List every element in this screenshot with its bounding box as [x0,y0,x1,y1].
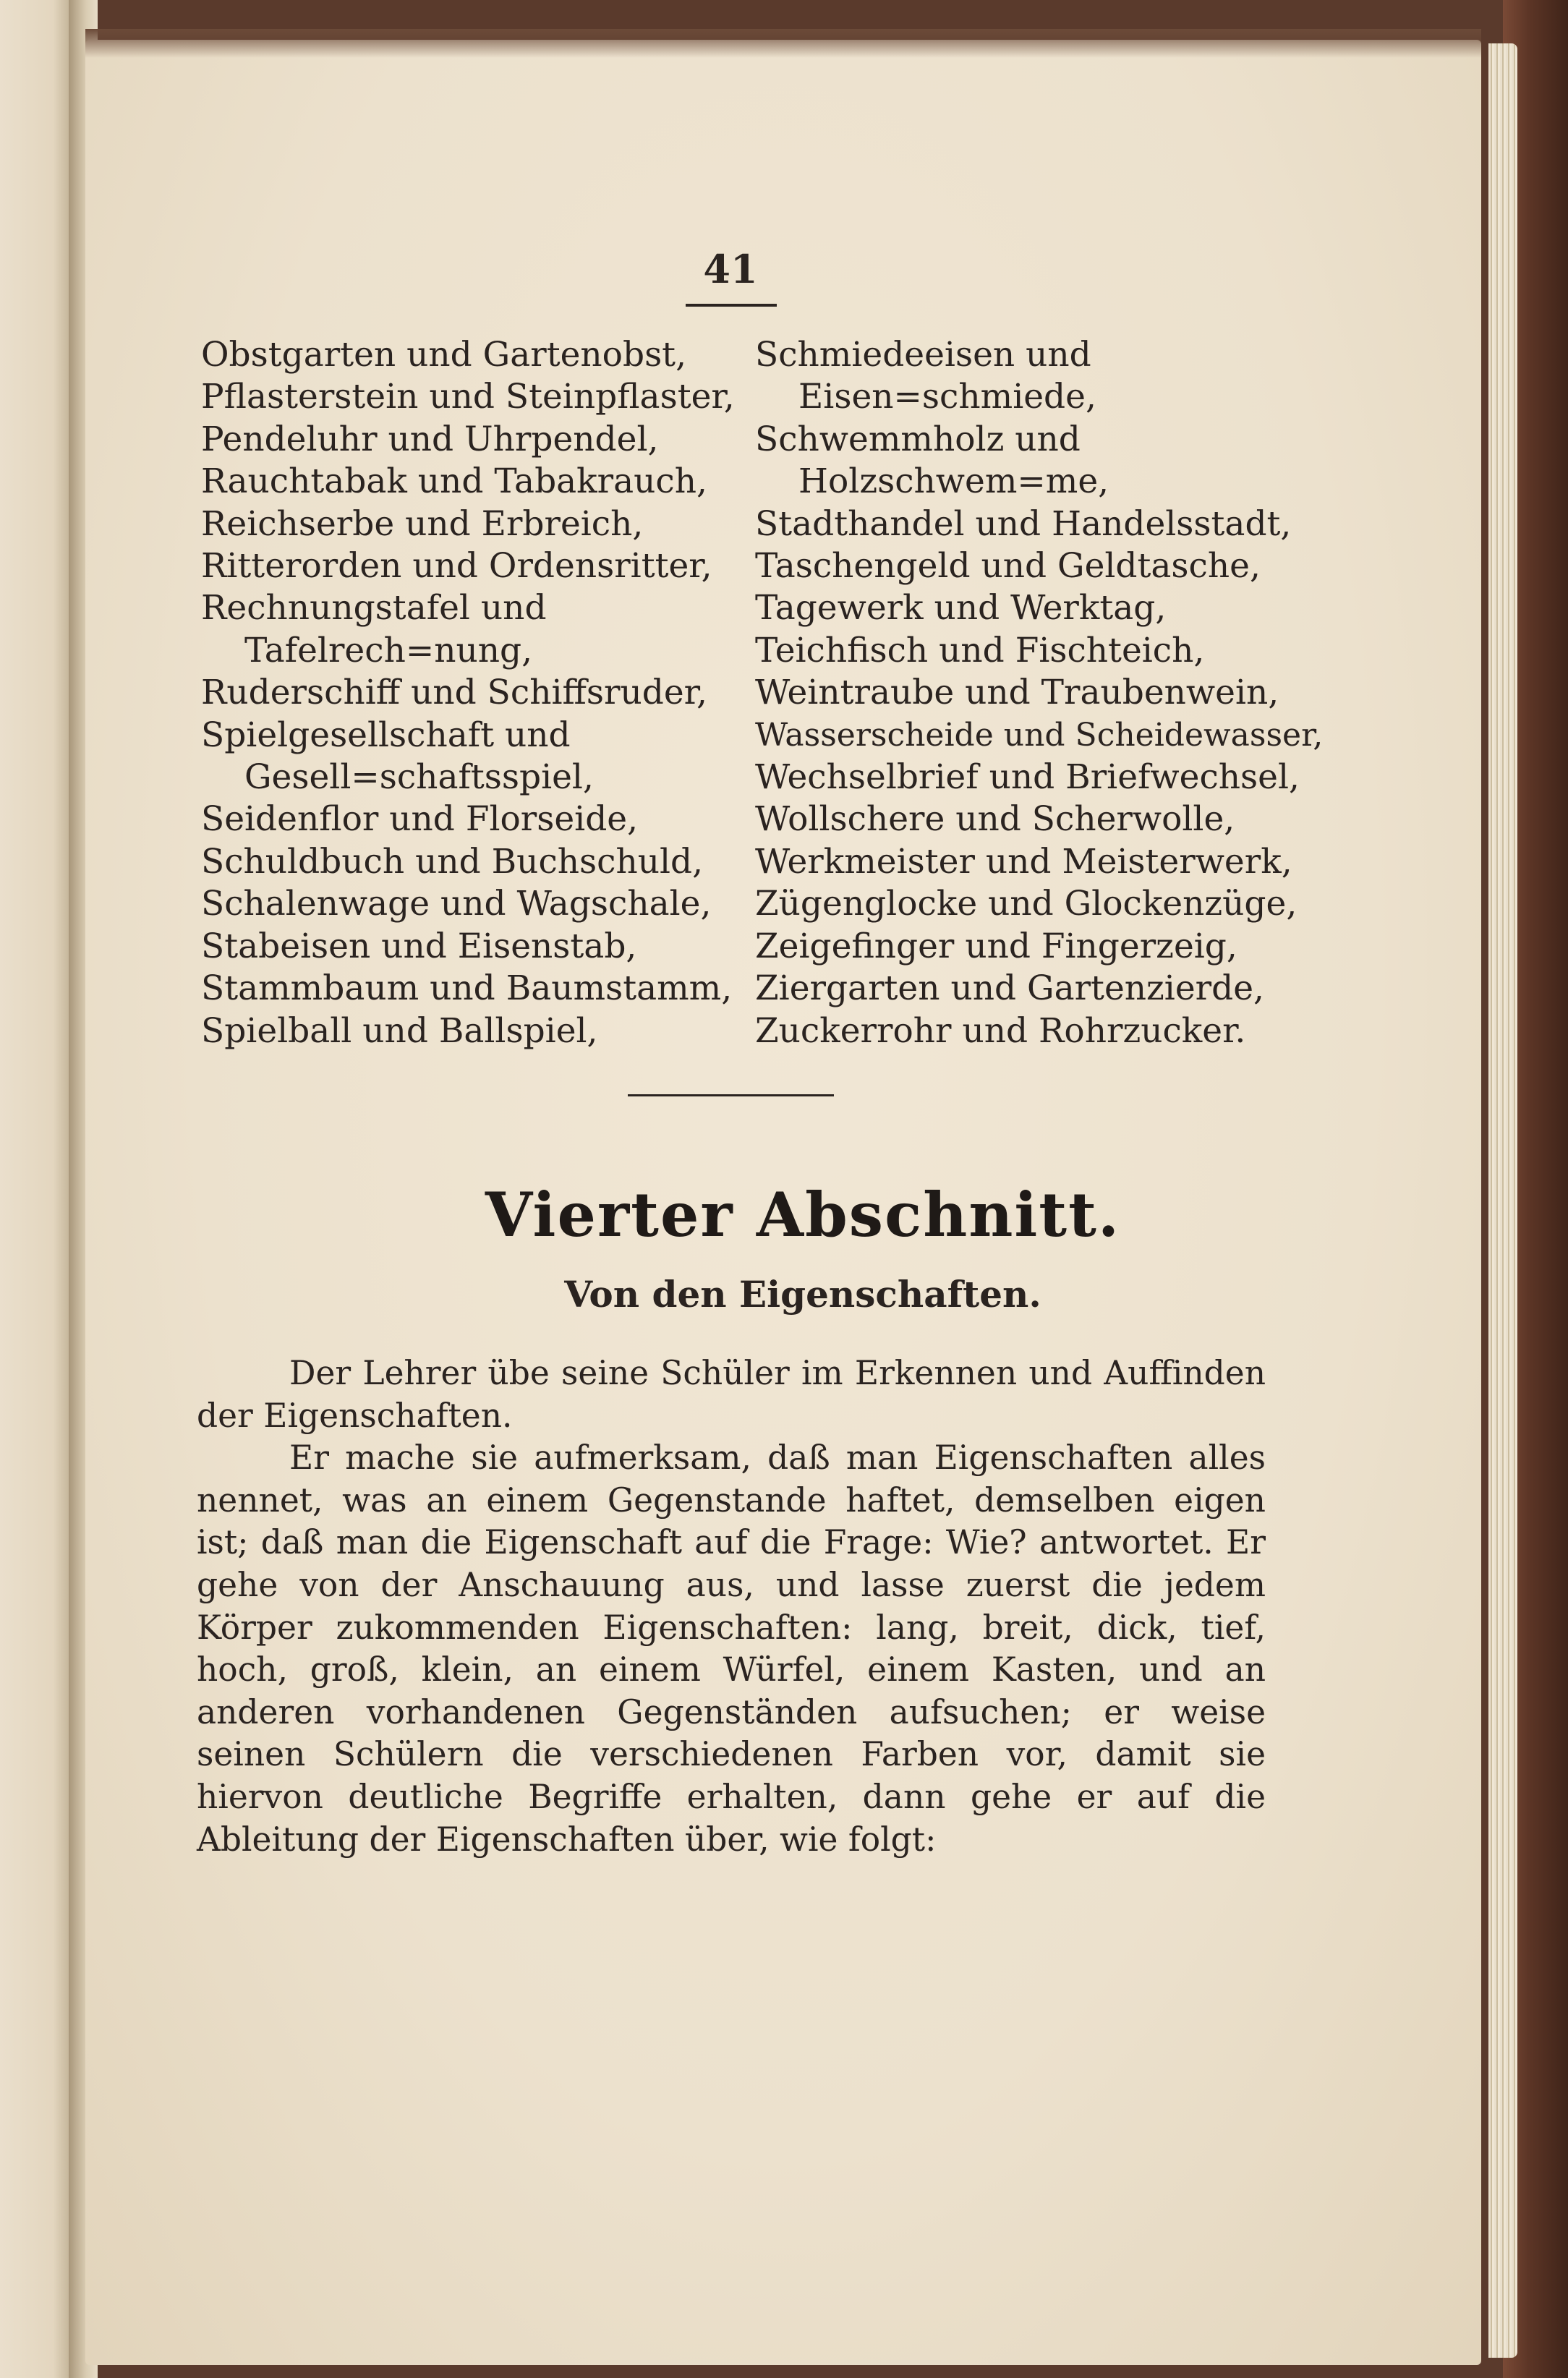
word-list-left-column [201,334,736,1052]
list-item: Schwemmholz und Holzschwem=me, [755,419,1109,502]
list-item: Pflasterstein und Steinpflaster, [201,377,735,417]
top-binding-shadow [85,29,1481,58]
list-item: Zügenglocke und Glockenzüge, [755,884,1298,924]
list-item: Wollschere und Scherwolle, [755,799,1235,840]
list-item: Ziergarten und Gartenzierde, [755,968,1264,1009]
list-item: Rechnungstafel und Tafelrech=nung, [201,588,547,670]
list-item: Taschengeld und Geldtasche, [755,546,1261,587]
list-item: Stabeisen und Eisenstab, [201,926,637,966]
list-item: Seidenflor und Florseide, [201,799,639,840]
section-divider [628,1094,834,1096]
list-item: Obstgarten und Gartenobst, [201,335,687,375]
list-item: Teichfisch und Fischteich, [755,630,1205,670]
word-list-right-column [755,334,1324,1052]
list-item: Reichserbe und Erbreich, [201,503,644,544]
section-body [197,1352,1266,1861]
list-item: Pendeluhr und Uhrpendel, [201,419,659,459]
list-item: Schmiedeeisen und Eisen=schmiede, [755,335,1096,417]
list-item: Stadthandel und Handelsstadt, [755,503,1292,544]
list-item: Rauchtabak und Tabakrauch, [201,461,707,502]
section-title: Vierter Abschnitt. [485,1179,1121,1250]
list-item: Stammbaum und Baumstamm, [201,968,733,1009]
list-item: Wechselbrief und Briefwechsel, [755,757,1300,798]
paragraph: Er mache sie aufmerksam, daß man Eigenschaften alles nennet, was an einem Gegenstande haftet, demselben eigen ist; daß man die Eigenschaft auf die Frage: Wie? antwortet. Er gehe von der Anschauung aus, und lasse zuerst die jedem Körper zukommenden Eigenschaften: lang, breit, dick, tief, hoch, groß, klein, an einem Würfel, einem Kasten, und an anderen vorhandenen Gegenständen aufsuchen; er weise seinen Schülern die verschiedenen Farben vor, damit sie hiervon deutliche Begriffe erhalten, dann gehe er auf die Ableitung der Eigenschaften über, wie folgt: [197,1439,1266,1859]
list-item: Tagewerk und Werktag, [755,588,1167,628]
facing-page-edge [0,0,76,2378]
list-item: Weintraube und Traubenwein, [755,673,1279,713]
list-item: Schalenwage und Wagschale, [201,884,712,924]
list-item: Wasserscheide und Scheidewasser, [755,716,1324,754]
list-item: Werkmeister und Meisterwerk, [755,841,1292,882]
section-subtitle: Von den Eigenschaften. [564,1273,1041,1316]
list-item: Ruderschiff und Schiffsruder, [201,673,707,713]
list-item: Zeigefinger und Fingerzeig, [755,926,1237,966]
list-item: Spielgesellschaft und Gesell=schaftsspiel, [201,715,594,798]
page-number: 41 [703,246,758,292]
list-item: Ritterorden und Ordensritter, [201,546,712,587]
list-item: Zuckerrohr und Rohrzucker. [755,1010,1246,1051]
list-item: Spielball und Ballspiel, [201,1010,598,1051]
paragraph: Der Lehrer übe seine Schüler im Erkennen und Auffinden der Eigenschaften. [197,1354,1266,1435]
list-item: Schuldbuch und Buchschuld, [201,841,704,882]
page-number-underline [686,304,777,307]
page-stack-edges [1488,43,1517,2358]
